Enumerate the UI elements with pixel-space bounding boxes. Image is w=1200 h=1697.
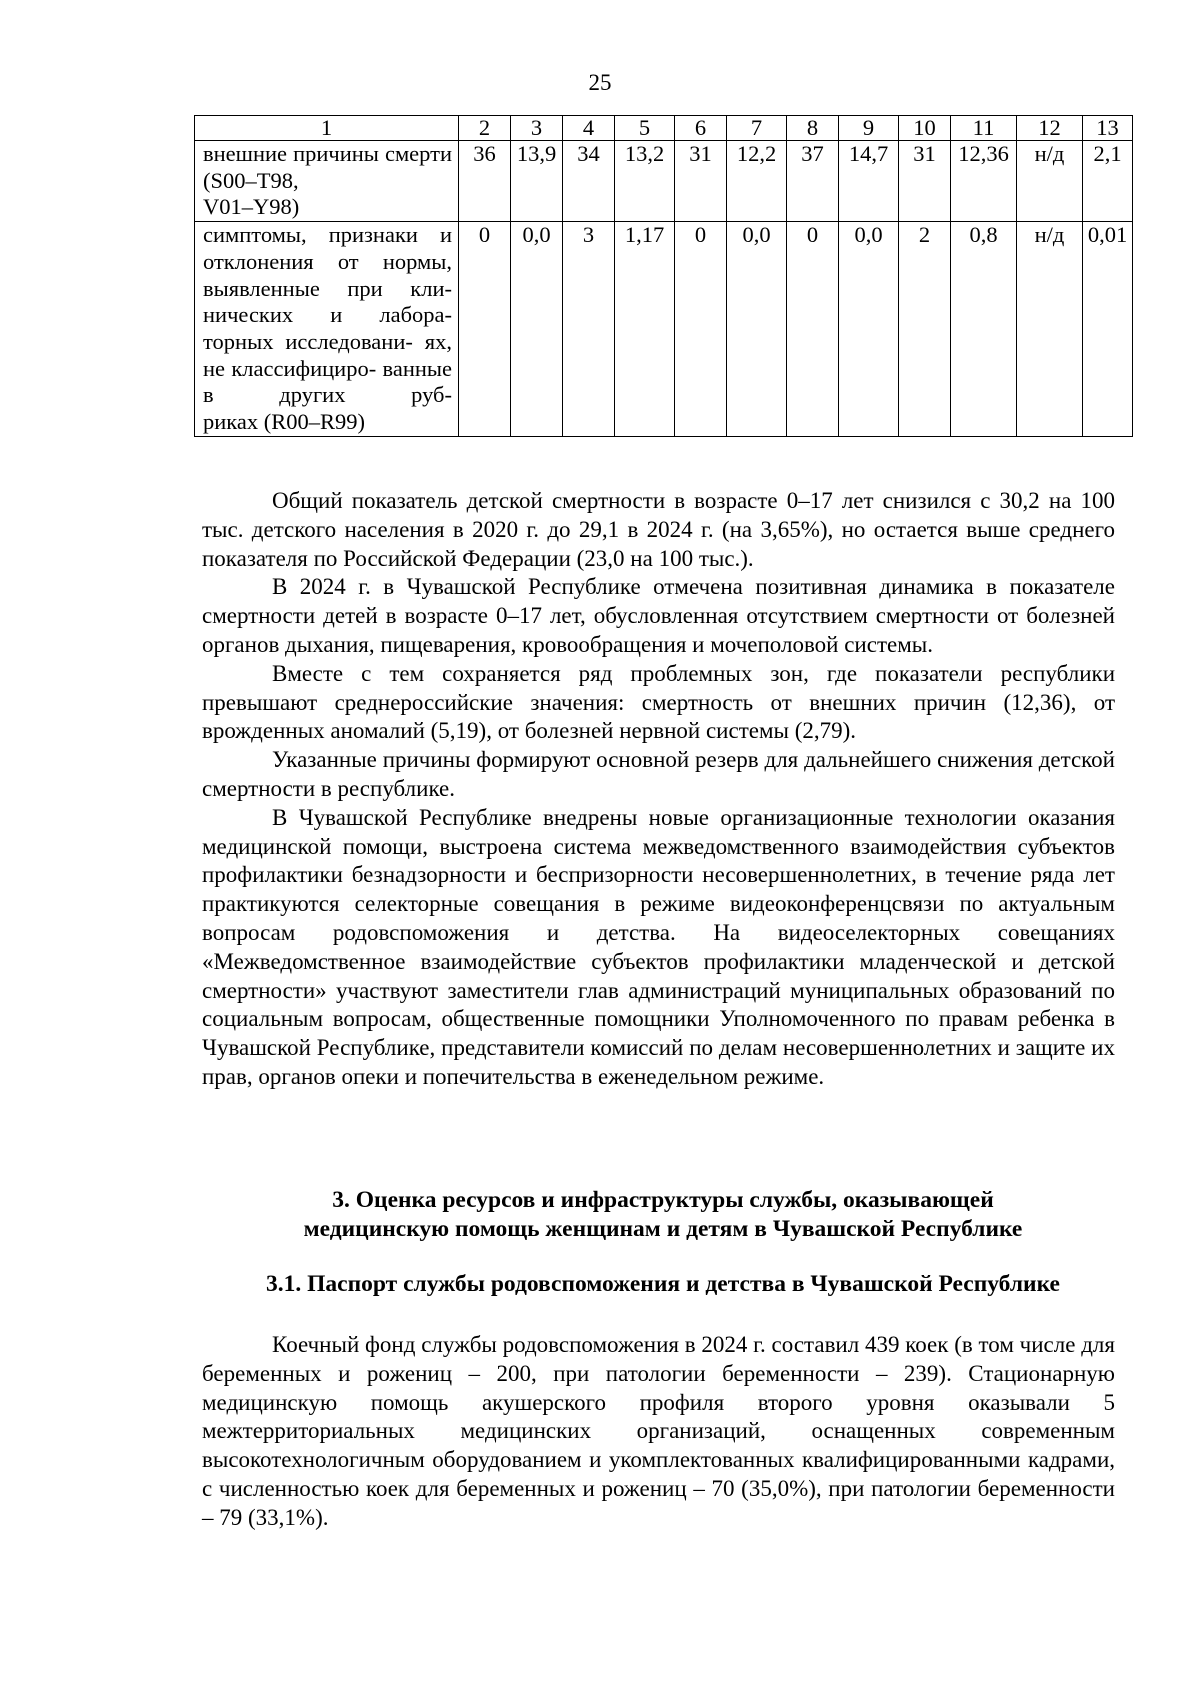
header-cell: 12 [1017,116,1083,141]
value-cell: 0 [787,222,839,437]
value-cell: 1,17 [615,222,675,437]
paragraph: Указанные причины формируют основной резерв для дальнейшего снижения детской смертности в республике. [202,747,1115,801]
value-cell: 0,0 [511,222,563,437]
page-number: 25 [588,70,612,95]
value-cell: 0 [675,222,727,437]
mortality-table [194,115,1133,437]
heading-line: медицинскую помощь женщинам и детям в Чувашской Республике [303,1216,1023,1242]
header-cell: 4 [563,116,615,141]
header-cell: 10 [899,116,951,141]
value-cell: н/д [1017,141,1083,222]
header-cell: 1 [195,116,459,141]
cause-line: смерти (S00–T98, [203,141,452,193]
value-cell: 12,2 [727,141,787,222]
paragraph: Общий показатель детской смертности в возрасте 0–17 лет снизился с 30,2 на 100 тыс. детского населения в 2020 г. до 29,1 в 2024 г. (на 3,65%), но остается выше среднего показателя по Российской Федерации (23,0 на 100 тыс.). [202,488,1115,571]
value-cell: 0,8 [951,222,1017,437]
cause-cell [195,222,459,437]
cause-line: ях, не классифициро- [203,328,453,381]
value-cell: 14,7 [839,141,899,222]
cause-line: риках (R00–R99) [203,409,365,435]
heading-line: 3. Оценка ресурсов и инфраструктуры службы, оказывающей [332,1187,994,1213]
value-cell: 0,01 [1083,222,1133,437]
paragraph: Вместе с тем сохраняется ряд проблемных зон, где показатели республики превышают среднероссийские значения: смертность от внешних причин (12,36), от врожденных аномалий (5,19), от болезней нервной системы (2,79). [202,660,1115,744]
paragraph: Коечный фонд службы родовспоможения в 2024 г. составил 439 коек (в том числе для беременных и рожениц – 200, при патологии беременности – 239). Стационарную медицинскую помощь акушерского профиля второго уровня оказывали 5 межтерриториальных медицинских организаций, оснащенных современным высокотехнологичным оборудованием и укомплектованных квалифицированными кадрами, с численностью коек для беременных и рожениц – 70 (35,0%), при патологии беременности – 79 (33,1%). [202,1332,1115,1530]
value-cell: 2,1 [1083,141,1133,222]
header-cell: 7 [727,116,787,141]
header-cell: 11 [951,116,1017,141]
cause-line: отклонения от нормы, [203,248,452,274]
value-cell: 34 [563,141,615,222]
section-3-heading [194,1186,1132,1244]
header-cell: 13 [1083,116,1133,141]
value-cell: 12,36 [951,141,1017,222]
cause-line: V01–Y98) [203,194,300,220]
value-cell: 2 [899,222,951,437]
cause-cell [195,141,459,222]
header-cell: 5 [615,116,675,141]
header-cell: 8 [787,116,839,141]
value-cell: 0 [459,222,511,437]
table-header-row [195,116,1133,141]
cause-line: симптомы, признаки и [203,222,452,248]
value-cell: 31 [899,141,951,222]
section-3-1-text [202,1331,1115,1533]
cause-line: торных исследовани- [203,328,413,354]
header-cell: 9 [839,116,899,141]
value-cell: 13,9 [511,141,563,222]
value-cell: 31 [675,141,727,222]
header-cell: 2 [459,116,511,141]
value-cell: 0,0 [727,222,787,437]
header-cell: 6 [675,116,727,141]
cause-line: нических и лабора- [203,302,452,328]
paragraph: В Чувашской Республике внедрены новые организационные технологии оказания медицинской помощи, выстроена система межведомственного взаимодействия субъектов профилактики безнадзорности и беспризорности несовершеннолетних, в течение ряда лет практикуются селекторные совещания в режиме видеоконференцсвязи по актуальным вопросам родовспоможения и детства. На видеоселекторных совещаниях «Межведомственное взаимодействие субъектов профилактики младенческой и детской смертности» участвуют заместители глав администраций муниципальных образований по социальным вопросам, общественные помощники Уполномоченного по правам ребенка в Чувашской Республике, представители комиссий по делам несовершеннолетних и защите их прав, органов опеки и попечительства в еженедельном режиме. [202,804,1115,1089]
header-cell: 3 [511,116,563,141]
cause-line: ванные в других руб- [203,355,452,408]
body-text [202,487,1115,1092]
value-cell: 13,2 [615,141,675,222]
value-cell: 37 [787,141,839,222]
paragraph: В 2024 г. в Чувашской Республике отмечена позитивная динамика в показателе смертности детей в возрасте 0–17 лет, обусловленная отсутствием смертности от болезней органов дыхания, пищеварения, кровообращения и мочеполовой системы. [202,574,1115,657]
table-row [195,141,1133,222]
value-cell: н/д [1017,222,1083,437]
cause-line: внешние причины [203,141,379,166]
table-row [195,222,1133,437]
value-cell: 36 [459,141,511,222]
section-3-1-heading: 3.1. Паспорт службы родовспоможения и детства в Чувашской Республике [266,1271,1060,1297]
value-cell: 0,0 [839,222,899,437]
cause-line: выявленные при кли- [203,275,452,301]
value-cell: 3 [563,222,615,437]
